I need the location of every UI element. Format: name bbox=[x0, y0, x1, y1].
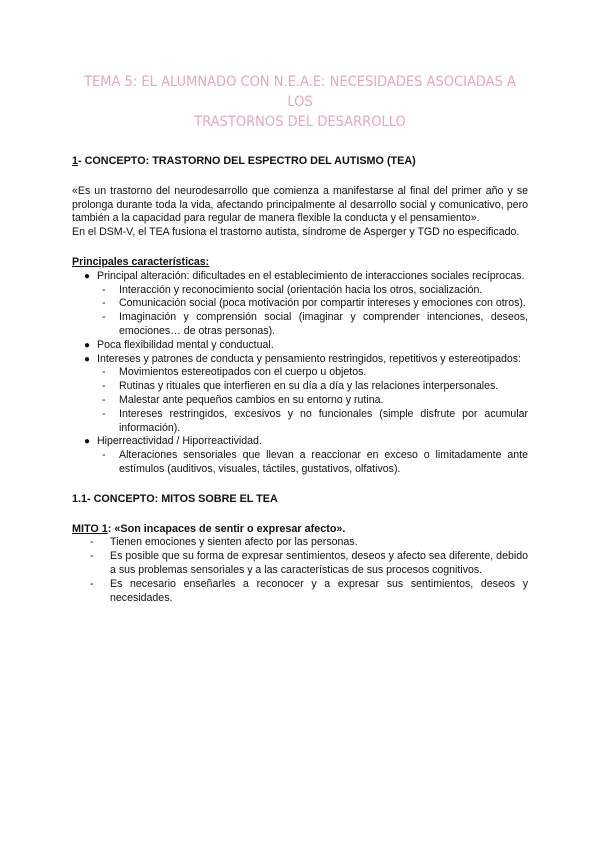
list-item-text: Poca flexibilidad mental y conductual. bbox=[97, 338, 274, 351]
title-line-2: TRASTORNOS DEL DESARROLLO bbox=[194, 114, 406, 130]
dash-icon: - bbox=[90, 577, 94, 590]
bullet-icon: ● bbox=[84, 436, 91, 448]
list-item bbox=[72, 550, 528, 578]
characteristics-heading: Principales características: bbox=[72, 255, 210, 268]
dash-icon: - bbox=[102, 393, 106, 406]
sublist-item bbox=[72, 297, 528, 311]
list-item bbox=[72, 435, 528, 449]
bullet-icon: ● bbox=[84, 339, 91, 351]
sublist-item-text: Rutinas y rituales que interfieren en su día a día y las relaciones interpersonales. bbox=[119, 380, 499, 393]
bullet-icon: ● bbox=[84, 353, 91, 365]
title-line-1: TEMA 5: EL ALUMNADO CON N.E.A.E: NECESIDADES ASOCIADAS A LOS bbox=[84, 74, 516, 110]
dash-icon: - bbox=[102, 380, 106, 393]
sublist-item-text: Comunicación social (poca motivación por compartir intereses y emociones con otros). bbox=[119, 297, 526, 310]
mito-1-statement: : «Son incapaces de sentir o expresar afecto». bbox=[107, 522, 346, 535]
list-item bbox=[72, 353, 528, 367]
tea-definition: «Es un trastorno del neurodesarrollo que comienza a manifestarse al final del primer año y se prolonga durante toda la vida, afectando principalmente al desarrollo social y comunicativo, pero también a la capacidad para regular de manera flexible la conducta y el pensamiento». bbox=[72, 184, 528, 225]
sublist-item bbox=[72, 408, 528, 436]
dash-icon: - bbox=[102, 449, 106, 462]
sublist-item-text: Intereses restringidos, excesivos y no funcionales (simple disfrute por acumular información). bbox=[119, 407, 528, 434]
mito-1-list bbox=[72, 536, 528, 605]
sublist-container bbox=[72, 284, 528, 339]
list-item bbox=[72, 536, 528, 550]
dash-icon: - bbox=[90, 536, 94, 549]
dash-icon: - bbox=[90, 550, 94, 563]
sublist bbox=[72, 449, 528, 477]
mito-1-label: MITO 1 bbox=[72, 522, 108, 535]
list-item-text: Es posible que su forma de expresar sentimientos, deseos y afecto sea diferente, debido a sus problemas sensoriales y a las características de sus procesos cognitivos. bbox=[110, 550, 528, 576]
list-item-text: Intereses y patrones de conducta y pensamiento restringidos, repetitivos y estereotipados: bbox=[97, 352, 521, 365]
sublist-item bbox=[72, 380, 528, 394]
dash-icon: - bbox=[102, 366, 106, 379]
sublist-item-text: Imaginación y comprensión social (imaginar y comprender intenciones, deseos, emociones… de otras personas). bbox=[119, 311, 528, 337]
list-item-text: Hiperreactividad / Hiporreactividad. bbox=[97, 435, 262, 448]
sublist-container bbox=[72, 366, 528, 435]
list-item-text: Es necesario enseñarles a reconocer y a expresar sus sentimientos, deseos y necesidades. bbox=[110, 577, 528, 604]
section-1-1-heading: 1.1- CONCEPTO: MITOS SOBRE EL TEA bbox=[72, 492, 278, 505]
list-item-text: Tienen emociones y sienten afecto por las personas. bbox=[110, 536, 358, 549]
sublist bbox=[72, 284, 528, 339]
dash-icon: - bbox=[102, 297, 106, 310]
list-item bbox=[72, 339, 528, 353]
mito-1-heading bbox=[72, 523, 528, 537]
document-title bbox=[70, 72, 530, 132]
sublist-container bbox=[72, 449, 528, 477]
list-item-text: Principal alteración: dificultades en el establecimiento de interacciones sociales recíprocas. bbox=[97, 269, 525, 282]
dash-icon: - bbox=[102, 407, 106, 420]
list-item bbox=[72, 270, 528, 284]
dash-icon: - bbox=[102, 311, 106, 324]
characteristics-list bbox=[72, 270, 528, 477]
dash-icon: - bbox=[102, 283, 106, 296]
sublist-item-text: Alteraciones sensoriales que llevan a reaccionar en exceso o limitadamente ante estímulos (auditivos, visuales, táctiles, gustativos, olfativos). bbox=[119, 449, 528, 475]
sublist-item-text: Malestar ante pequeños cambios en su entorno y rutina. bbox=[119, 393, 384, 406]
section-1-heading bbox=[72, 155, 528, 169]
sublist-item bbox=[72, 311, 528, 339]
document-body bbox=[72, 155, 528, 605]
section-1-number: 1 bbox=[72, 155, 79, 167]
sublist-item-text: Interacción y reconocimiento social (orientación hacia los otros, socialización. bbox=[119, 283, 483, 296]
sublist-item bbox=[72, 284, 528, 298]
list-item bbox=[72, 578, 528, 606]
dsm-note: En el DSM-V, el TEA fusiona el trastorno autista, síndrome de Asperger y TGD no especificado. bbox=[72, 226, 520, 239]
section-1-heading-text: - CONCEPTO: TRASTORNO DEL ESPECTRO DEL AUTISMO (TEA) bbox=[78, 155, 416, 167]
sublist bbox=[72, 366, 528, 435]
sublist-item bbox=[72, 449, 528, 477]
sublist-item-text: Movimientos estereotipados con el cuerpo u objetos. bbox=[119, 366, 367, 379]
bullet-icon: ● bbox=[84, 270, 91, 282]
sublist-item bbox=[72, 394, 528, 408]
sublist-item bbox=[72, 366, 528, 380]
